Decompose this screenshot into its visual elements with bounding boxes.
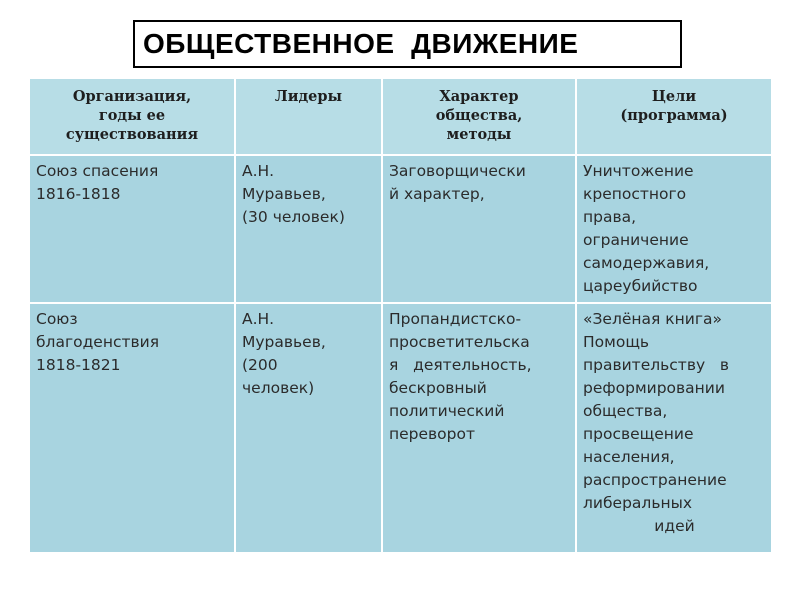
cell-text: крепостного [583, 185, 687, 203]
table-row [29, 155, 772, 303]
cell-text: либеральных [583, 494, 692, 512]
cell-text: «Зелёная книга» [583, 310, 722, 328]
cell-text: (200 [242, 356, 278, 374]
header-text: Лидеры [274, 88, 343, 105]
cell-text: 1816-1818 [36, 185, 121, 203]
title-box [133, 20, 682, 68]
header-text: годы ее [98, 107, 166, 124]
cell-goals [576, 155, 772, 303]
cell-text: бескровный [389, 379, 487, 397]
cell-character [382, 303, 576, 553]
cell-text: й характер, [389, 185, 485, 203]
cell-text: Помощь [583, 333, 650, 351]
cell-leaders [235, 303, 382, 553]
header-text: (программа) [620, 107, 728, 124]
cell-text: просветительска [389, 333, 530, 351]
cell-text: права, [583, 208, 637, 226]
cell-text: Уничтожение [583, 162, 694, 180]
cell-text: А.Н. [242, 162, 275, 180]
cell-leaders [235, 155, 382, 303]
cell-text: Союз спасения [36, 162, 159, 180]
cell-character [382, 155, 576, 303]
cell-text: просвещение [583, 425, 694, 443]
header-text: существования [65, 126, 199, 143]
cell-text: Союз [36, 310, 78, 328]
cell-text: распространение [583, 471, 727, 489]
page-title: ОБЩЕСТВЕННОЕ ДВИЖЕНИЕ [143, 28, 579, 59]
cell-text: переворот [389, 425, 476, 443]
cell-text: А.Н. [242, 310, 275, 328]
cell-text: цареубийство [583, 277, 698, 295]
cell-text: я деятельность, [389, 356, 532, 374]
decembrist-table [28, 77, 773, 554]
cell-text: реформировании [583, 379, 725, 397]
cell-text: 1818-1821 [36, 356, 121, 374]
header-text: Организация, [72, 88, 192, 105]
cell-text: Пропандистско- [389, 310, 522, 328]
cell-text: Заговорщически [389, 162, 526, 180]
header-organization [29, 78, 235, 155]
header-text: методы [446, 126, 512, 143]
cell-text: общества, [583, 402, 668, 420]
header-goals [576, 78, 772, 155]
cell-organization [29, 155, 235, 303]
cell-text: Муравьев, [242, 333, 326, 351]
header-text: Характер [439, 88, 519, 105]
header-character [382, 78, 576, 155]
cell-text: человек) [242, 379, 315, 397]
cell-text: политический [389, 402, 505, 420]
cell-text: идей [654, 517, 695, 535]
cell-text: благоденствия [36, 333, 160, 351]
cell-text: ограничение [583, 231, 689, 249]
header-row [29, 78, 772, 155]
header-leaders [235, 78, 382, 155]
cell-text: (30 человек) [242, 208, 345, 226]
cell-goals [576, 303, 772, 553]
header-text: общества, [435, 107, 523, 124]
cell-text: Муравьев, [242, 185, 326, 203]
table-row [29, 303, 772, 553]
cell-text: правительству в [583, 356, 730, 374]
header-text: Цели [651, 88, 697, 105]
cell-text: самодержавия, [583, 254, 710, 272]
cell-organization [29, 303, 235, 553]
cell-text: населения, [583, 448, 675, 466]
